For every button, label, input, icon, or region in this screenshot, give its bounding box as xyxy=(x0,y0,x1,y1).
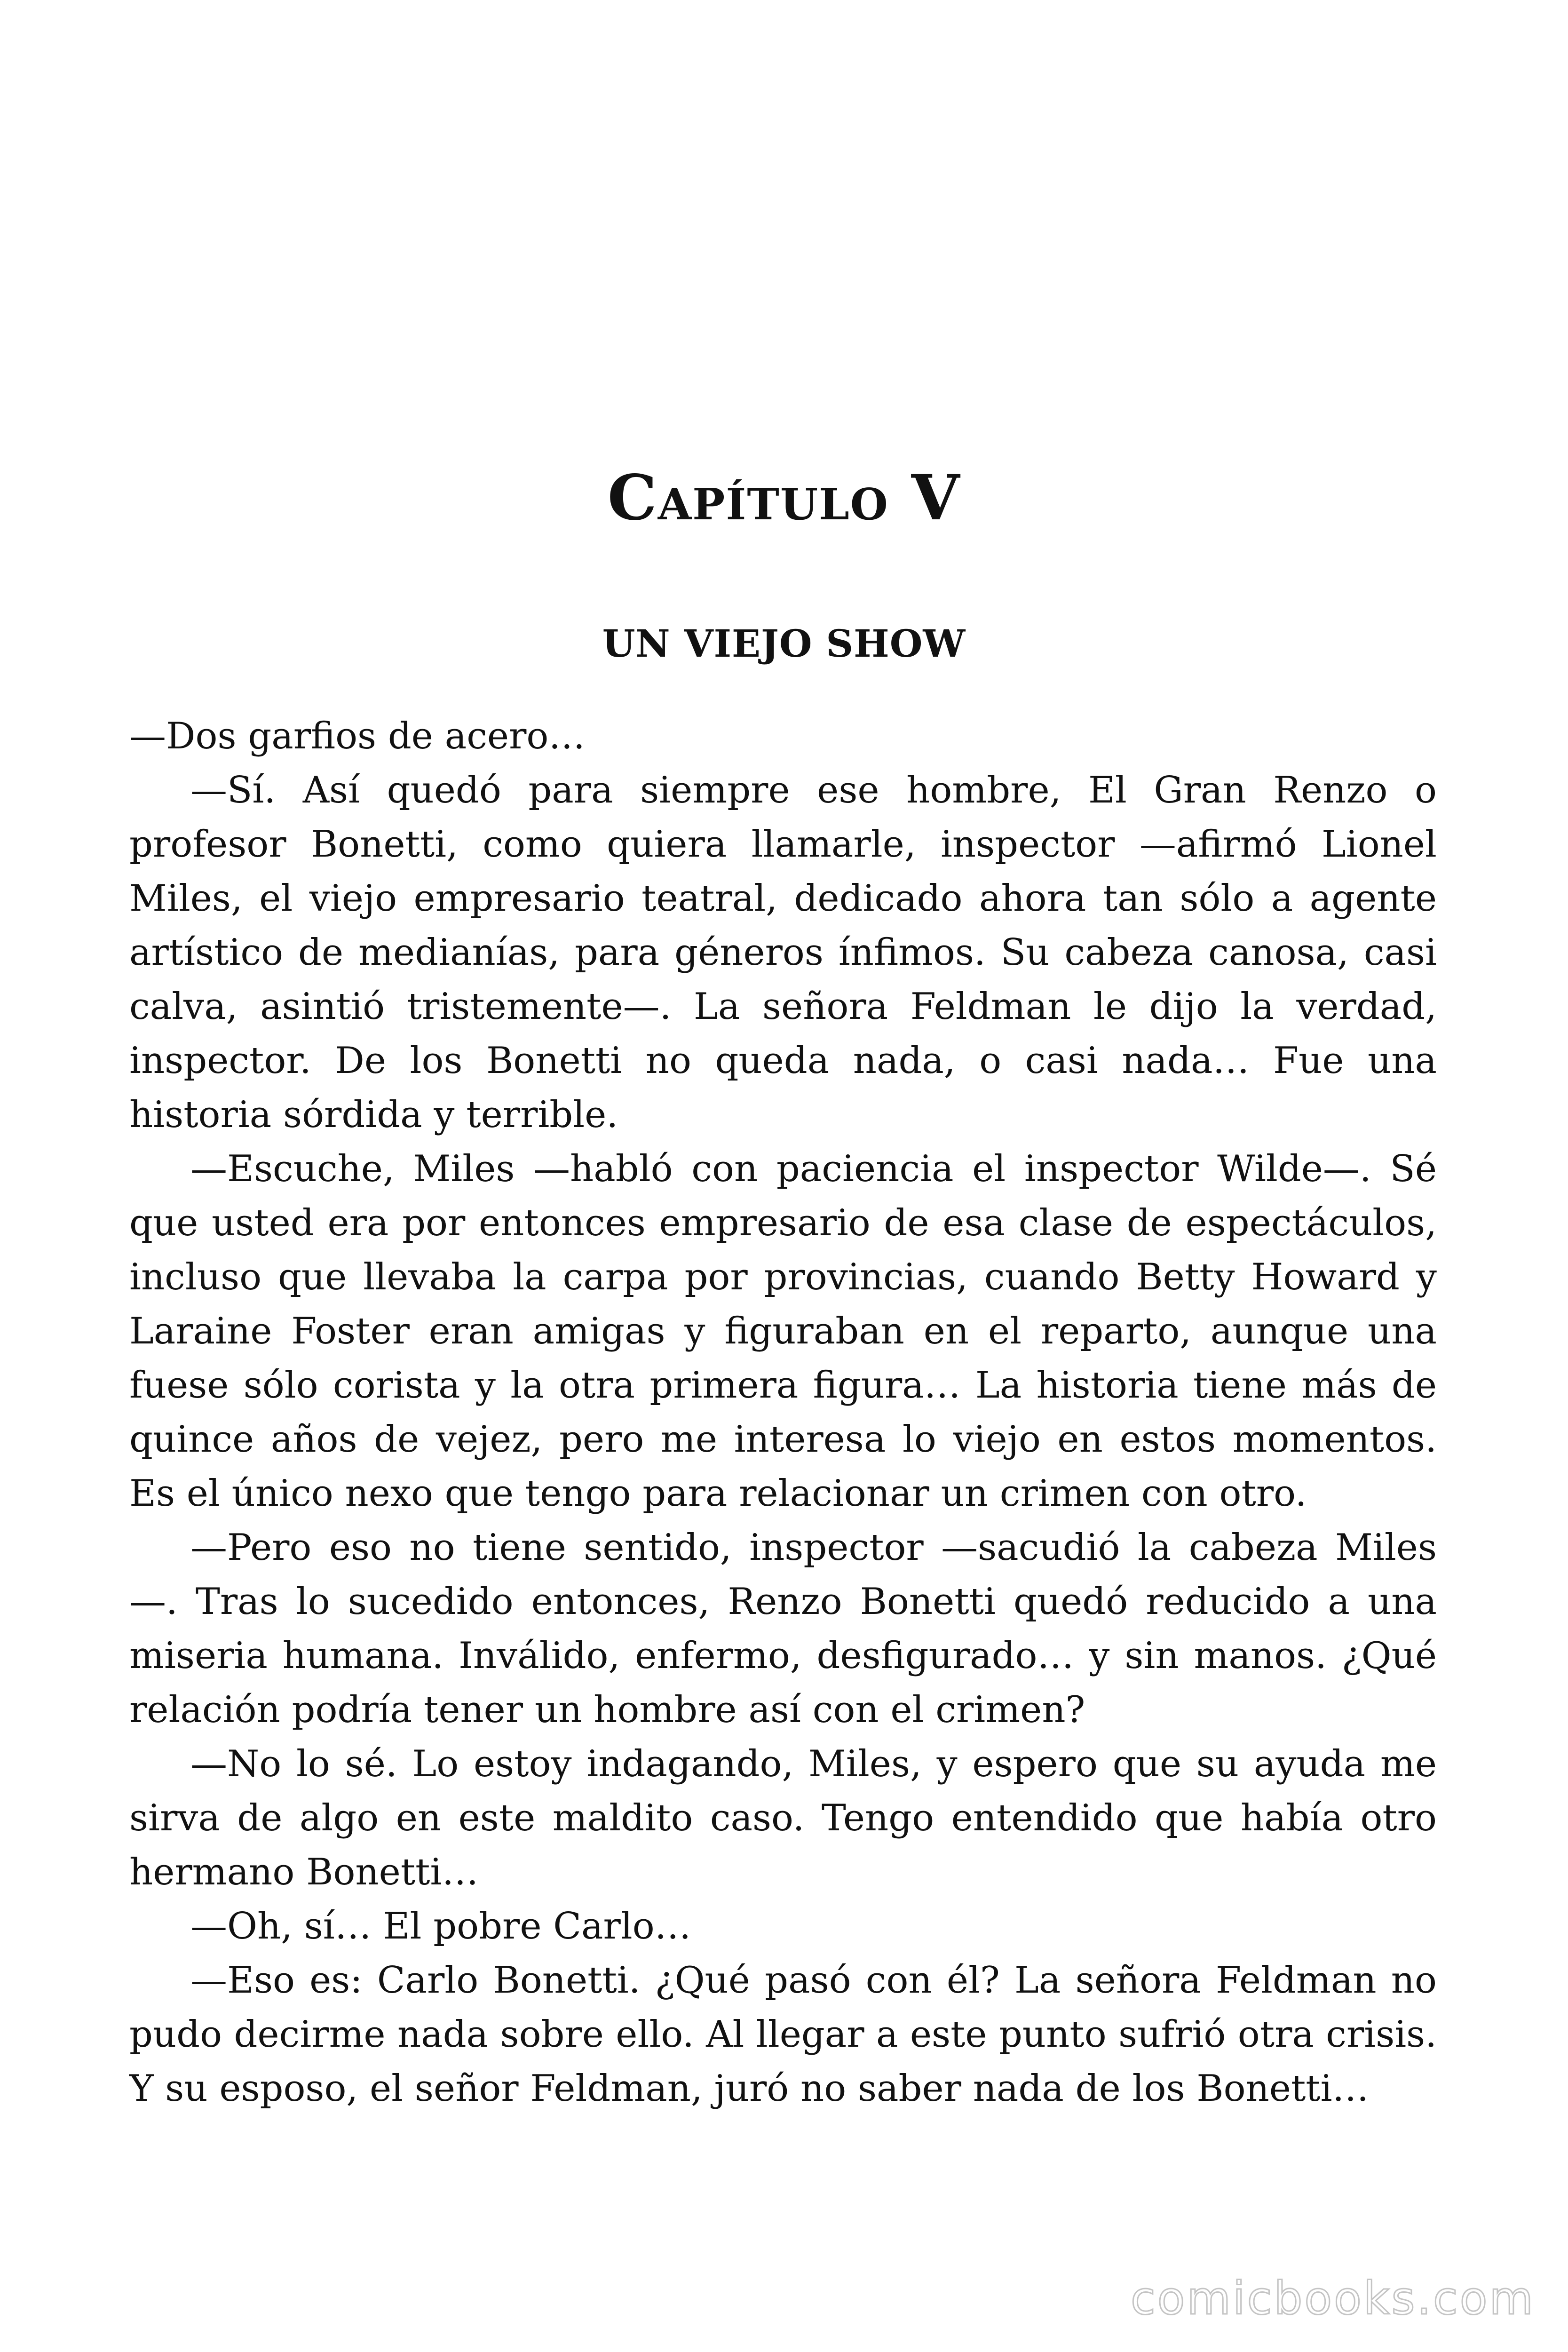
section-title: UN VIEJO SHOW xyxy=(602,621,966,666)
paragraph: —Eso es: Carlo Bonetti. ¿Qué pasó con él? La señora Feldman no pudo decirme nada sobre ello. Al llegar a este punto sufrió otra crisis. Y su esposo, el señor Feldman, juró no saber nada de los Bonetti… xyxy=(129,1959,1437,2110)
paragraph: —Oh, sí… El pobre Carlo… xyxy=(190,1905,691,1947)
paragraph: —Pero eso no tiene sentido, inspector —sacudió la cabeza Miles —. Tras lo sucedido entonces, Renzo Bonetti quedó reducido a una miseria humana. Inválido, enfermo, desfigurado… y sin manos. ¿Qué relación podría tener un hombre así con el crimen? xyxy=(129,1526,1437,1731)
paragraph: —Escuche, Miles —habló con paciencia el inspector Wilde—. Sé que usted era por entonces empresario de esa clase de espectáculos, incluso que llevaba la carpa por provincias, cuando Betty Howard y Laraine Foster eran amigas y figuraban en el reparto, aunque una fuese sólo corista y la otra primera figura… La historia tiene más de quince años de vejez, pero me interesa lo viejo en estos momentos. Es el único nexo que tengo para relacionar un crimen con otro. xyxy=(129,1148,1437,1515)
paragraph: —No lo sé. Lo estoy indagando, Miles, y espero que su ayuda me sirva de algo en este maldito caso. Tengo entendido que había otro hermano Bonetti… xyxy=(129,1743,1437,1893)
chapter-title: Capítulo V xyxy=(607,461,961,534)
body-text xyxy=(129,709,1437,2116)
watermark: comicbooks.com xyxy=(1130,2272,1535,2325)
paragraph: —Sí. Así quedó para siempre ese hombre, El Gran Renzo o profesor Bonetti, como quiera llamarle, inspector —afirmó Lionel Miles, el viejo empresario teatral, dedicado ahora tan sólo a agente artístico de medianías, para géneros ínfimos. Su cabeza canosa, casi calva, asintió tristemente—. La señora Feldman le dijo la verdad, inspector. De los Bonetti no queda nada, o casi nada… Fue una historia sórdida y terrible. xyxy=(129,769,1437,1136)
paragraph: —Dos garfios de acero… xyxy=(129,715,586,757)
